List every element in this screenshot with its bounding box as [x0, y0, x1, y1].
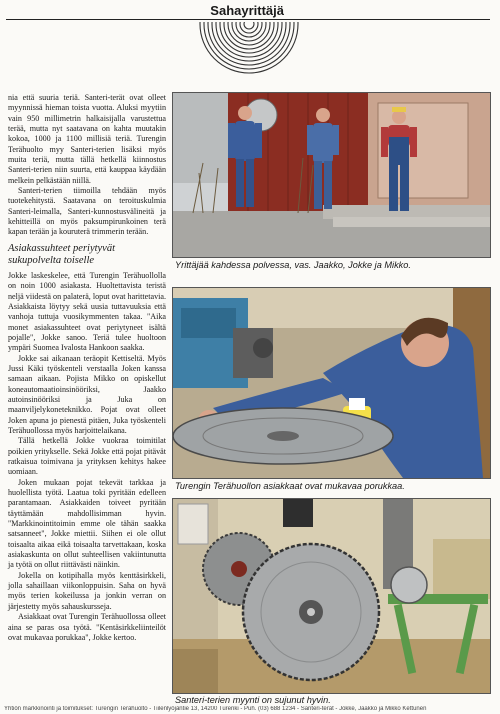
section-title: Sahayrittäjä	[210, 3, 284, 18]
photo-caption-3: Santeri-terien myynti on sujunut hyvin.	[175, 695, 331, 705]
article-paragraph: Jokke laskeskelee, että Turengin Terähuollolla on noin 1000 asiakasta. Huoltettavista teristä neljä viidestä on palaterä, loput ovat harittetavia. Asiakkaista löytyy sekä uusia tuttavuuksia että vanhoja tuttuja vuosikymmenten takaa. "Aika monet asiakassuhteet ovat periytyneet isältä pojalle", Jokke sanoo. Teriä tulee huoltoon ympäri Suomea Ivalosta Hankoon saakka.	[8, 270, 166, 353]
article-paragraph: Joken mukaan pojat tekevät tarkkaa ja huolellista työtä. Laatua toki pyritään edelleen parantamaan. Asiakkaiden toiveet pyritään täyttämään mahdollisimman hyvin. "Markkinointitoimin emme ole tähän saakka satsanneet", Jokke miettii. Siihen ei ole ollut toisaalta aikaa eikä toisaalta tarvettakaan, koska asiakaskunta on ollut suhteellisen vakiintunutta ja työtä on ollut riittävästi näinkin.	[8, 477, 166, 570]
page-footer: Yhtiön markkinointi ja toimitukset: Turengin Terähuolto - Tiilenlyöjäntie 13, 14200 Turenki - Puh. (03) 688 1234 - Santeri-terät - Jokke, Jaakko ja Mikko Kettunen	[4, 706, 427, 712]
article-subheading: Asiakassuhteet periytyvät sukupolvelta toiselle	[8, 242, 116, 266]
article-paragraph: Jokke sai aikanaan teräopit Kettiseltä. Myös Jussi Käki työskenteli verstaalla Joken kanssa samaan aikaan. Pojista Mikko on opiskellut koneautomaatioinsinööriksi, Jaakko autoinsinööriksi ja Juka on maanviljelykoneteknikko. Pojat ovat olleet Joken apuna jo pienestä pitäen, Juka työskenteli Terähuollossa myös harjoittelaikana.	[8, 353, 166, 435]
photo-saw-blades-image	[173, 499, 490, 693]
header-divider	[6, 19, 490, 20]
photo-caption-1: Yrittäjää kahdessa polvessa, vas. Jaakko, Jokke ja Mikko.	[175, 260, 411, 270]
photo-three-men-image	[173, 93, 490, 257]
saw-blade-logo-icon	[198, 22, 300, 74]
photo-saw-work-image	[173, 288, 490, 478]
article-column	[8, 93, 166, 643]
photo-three-men	[172, 92, 491, 258]
article-paragraph: Asiakkaat ovat Turengin Terähuollossa olleet aina se paras osa työtä. "Kentäsirkkeliinteilöt ovat mukavaa porukkaa", Jokke kertoo.	[8, 612, 166, 642]
photo-saw-blades	[172, 498, 491, 694]
photo-saw-work	[172, 287, 491, 479]
article-paragraph: Tällä hetkellä Jokke vuokraa toimitilat poikien yritykselle. Sekä Jokke että pojat pitävät ratkaisua toimivana ja yrityksen kehitys hakee uomiaan.	[8, 436, 166, 477]
article-paragraph: nia että suuria teriä. Santeri-terät ovat olleet myynnissä hieman toista vuotta. Aluksi myytiin vain 950 millimetrin halkaisijalla varustettua terää, mutta nyt saatavana on kahta muutakin kokoa, 1000 ja 1100 millisiä teriä. Turengin Terähuolto myy Santeri-terien lisäksi myös muita teriä, mutta tällä hetkellä kiinnostus Santeri-terien niin suurta, että kauppaa käydään melkein pelkästään niillä.	[8, 93, 166, 185]
article-paragraph: Santeri-terien tiimoilla tehdään myös tuotekehitystä. Saatavana on teroituskulmia Santeri-leimalla, Santeri-kunnostusvälineitä ja kehitteillä on myös paksumpirunkoinen terä kapan terään ja kouruterä trimmerin terään.	[8, 186, 166, 237]
article-paragraph: Jokella on kotipihalla myös kenttäsirkkeli, jolla sahaillaan viikonloppuisin. Saha on hyvä myös terien kokeilussa ja jonkin verran on järjestetty myös sahauskursseja.	[8, 570, 166, 611]
photo-caption-2: Turengin Terähuollon asiakkaat ovat mukavaa porukkaa.	[175, 481, 405, 491]
